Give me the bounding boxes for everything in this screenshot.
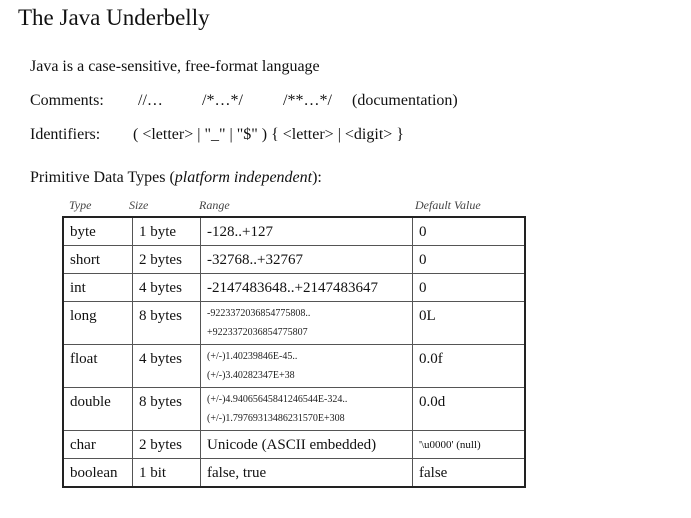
type-cell: float: [63, 345, 133, 388]
range-cell: -2147483648..+2147483647: [201, 274, 413, 302]
comment-doc-note: (documentation): [352, 92, 458, 109]
default-cell: 0: [413, 217, 526, 246]
primitive-heading-emphasis: platform independent: [174, 169, 313, 186]
page-title: The Java Underbelly: [18, 5, 210, 30]
range-cell: [201, 302, 413, 345]
type-cell: long: [63, 302, 133, 345]
default-cell: 0: [413, 246, 526, 274]
size-cell: 4 bytes: [133, 345, 201, 388]
size-cell: 2 bytes: [133, 431, 201, 459]
table-row: [63, 459, 525, 488]
range-cell: false, true: [201, 459, 413, 488]
default-cell: 0.0d: [413, 388, 526, 431]
default-cell: 0: [413, 274, 526, 302]
size-cell: 1 byte: [133, 217, 201, 246]
range-max: (+/-)3.40282347E+38: [207, 370, 295, 381]
range-cell: -128..+127: [201, 217, 413, 246]
default-cell: 0L: [413, 302, 526, 345]
table-row: [63, 388, 525, 431]
range-min: (+/-)1.40239846E-45..: [207, 351, 298, 362]
col-header-range: Range: [199, 198, 230, 212]
size-cell: 2 bytes: [133, 246, 201, 274]
primitive-types-table: [62, 216, 526, 488]
default-cell: false: [413, 459, 526, 488]
size-cell: 1 bit: [133, 459, 201, 488]
range-cell: Unicode (ASCII embedded): [201, 431, 413, 459]
type-cell: byte: [63, 217, 133, 246]
type-cell: short: [63, 246, 133, 274]
col-header-type: Type: [69, 198, 92, 212]
table-row: [63, 302, 525, 345]
comment-doc-syntax: /**…*/: [283, 92, 332, 109]
comments-label: Comments:: [30, 92, 104, 109]
type-cell: int: [63, 274, 133, 302]
size-cell: 8 bytes: [133, 388, 201, 431]
range-max: (+/-)1.79769313486231570E+308: [207, 413, 345, 424]
col-header-default: Default Value: [415, 198, 481, 212]
size-cell: 8 bytes: [133, 302, 201, 345]
comment-block-syntax: /*…*/: [202, 92, 243, 109]
table-row: [63, 217, 525, 246]
identifiers-label: Identifiers:: [30, 126, 101, 143]
range-min: -9223372036854775808..: [207, 308, 311, 319]
default-cell: 0.0f: [413, 345, 526, 388]
table-row: [63, 431, 525, 459]
table-row: [63, 274, 525, 302]
type-cell: char: [63, 431, 133, 459]
table-row: [63, 246, 525, 274]
comment-line-syntax: //…: [138, 92, 163, 109]
type-cell: double: [63, 388, 133, 431]
identifiers-syntax: ( <letter> | "_" | "$" ) { <letter> | <digit> }: [133, 126, 404, 143]
size-cell: 4 bytes: [133, 274, 201, 302]
range-cell: -32768..+32767: [201, 246, 413, 274]
range-cell: [201, 345, 413, 388]
range-min: (+/-)4.94065645841246544E-324..: [207, 394, 348, 405]
range-max: +9223372036854775807: [207, 327, 308, 338]
table-row: [63, 345, 525, 388]
primitive-heading-post: ):: [312, 169, 322, 186]
range-cell: [201, 388, 413, 431]
intro-line: Java is a case-sensitive, free-format language: [30, 58, 320, 75]
primitive-heading: [30, 169, 322, 187]
primitive-heading-pre: Primitive Data Types (: [30, 169, 175, 186]
col-header-size: Size: [129, 198, 149, 212]
type-cell: boolean: [63, 459, 133, 488]
default-cell: '\u0000' (null): [413, 431, 526, 459]
